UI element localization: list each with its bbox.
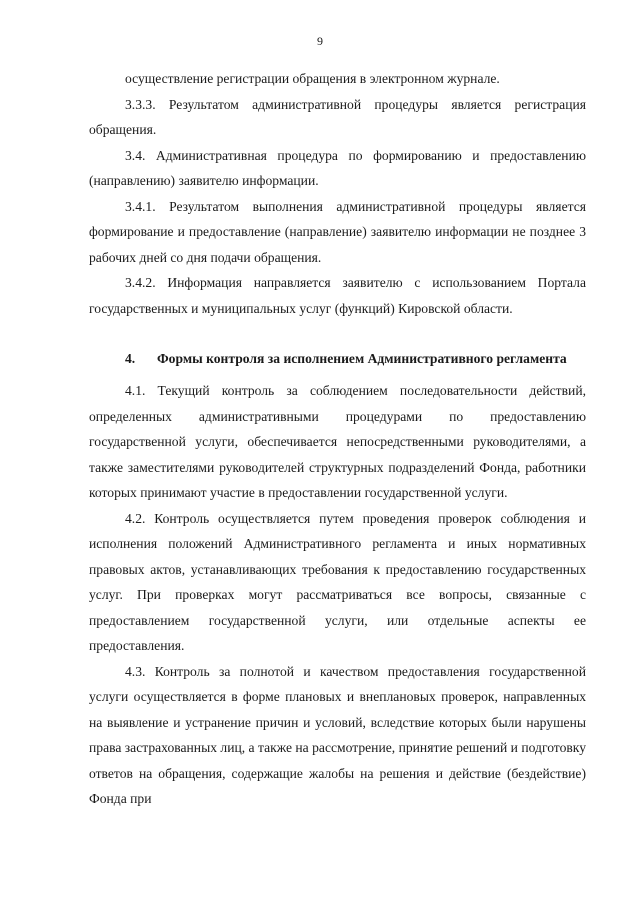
paragraph: 4.1. Текущий контроль за соблюдением последовательности действий, определенных административными процедурами по предоставлению государственной услуги, обеспечивается непосредственными руководителями, а также заместителями руководителей структурных подразделений Фонда, работники которых принимают участие в предоставлении государственной услуги. (89, 383, 586, 500)
paragraph: 3.4. Административная процедура по формированию и предоставлению (направлению) заявителю информации. (89, 147, 586, 188)
spacer (89, 321, 586, 343)
paragraph: 4.3. Контроль за полнотой и качеством предоставления государственной услуги осуществляется в форме плановых и внеплановых проверок, направленных на выявление и устранение причин и условий, вследствие которых были нарушены права застрахованных лиц, а также на рассмотрение, принятие решений и подготовку ответов на обращения, содержащие жалобы на решения и действие (бездействие) Фонда при (89, 663, 586, 806)
section-heading (89, 349, 586, 368)
document-body (89, 66, 586, 812)
section-number: 4. (125, 351, 136, 366)
paragraph: 3.4.2. Информация направляется заявителю с использованием Портала государственных и муниципальных услуг (функций) Кировской области. (89, 275, 586, 316)
page-number: 9 (317, 34, 323, 48)
section-title: Формы контроля за исполнением Административного регламента (157, 351, 567, 366)
paragraph: 3.4.1. Результатом выполнения административной процедуры является формирование и предоставление (направление) заявителю информации не позднее 3 рабочих дней со дня подачи обращения. (89, 198, 586, 265)
paragraph: осуществление регистрации обращения в электронном журнале. (125, 71, 500, 86)
paragraph: 3.3.3. Результатом административной процедуры является регистрация обращения. (89, 96, 586, 137)
paragraph: 4.2. Контроль осуществляется путем проведения проверок соблюдения и исполнения положений Административного регламента и иных нормативных правовых актов, устанавливающих требования к предоставлению государственных услуг. При проверках могут рассматриваться все вопросы, связанные с предоставлением государственной услуги, или отдельные аспекты ее предоставления. (89, 510, 586, 653)
